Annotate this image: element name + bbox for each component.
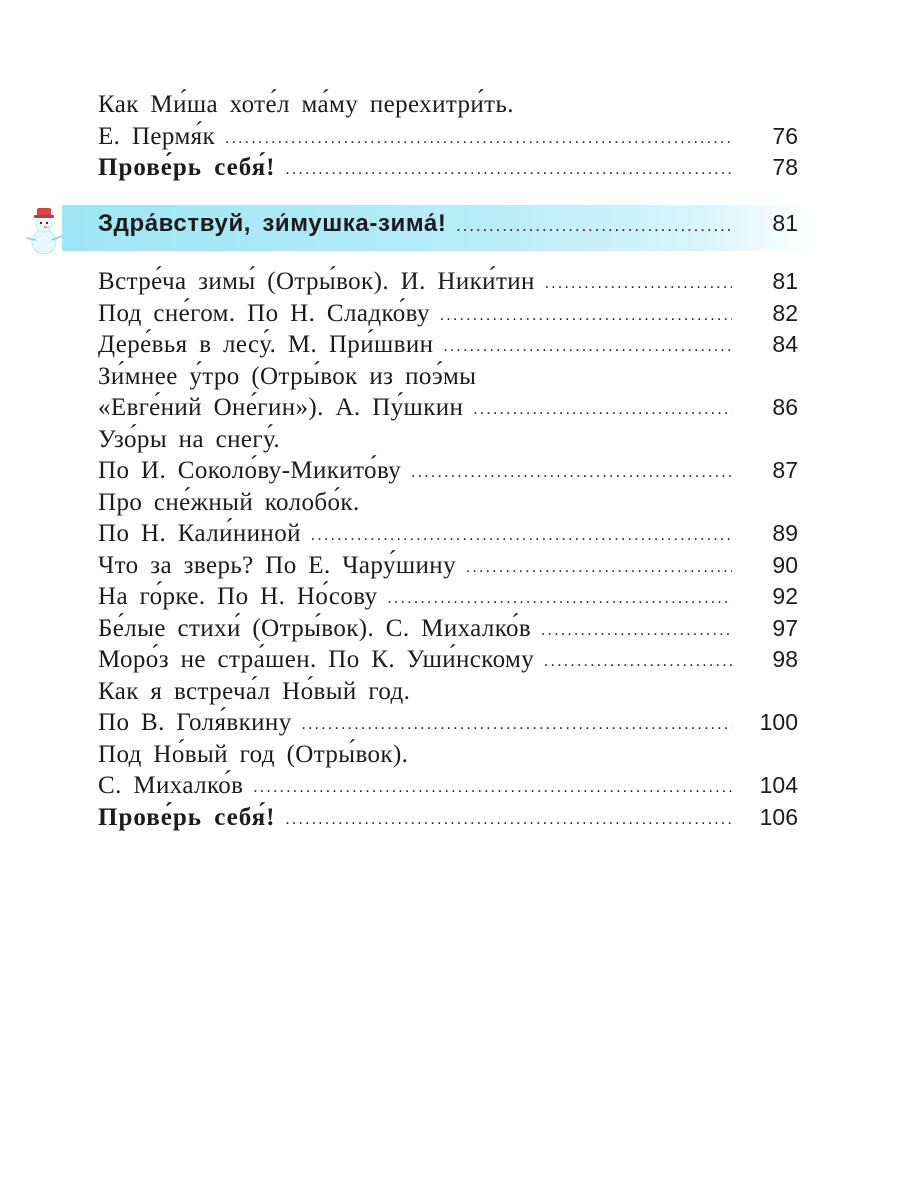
toc-page-number: 86 bbox=[772, 394, 798, 420]
dot-leader bbox=[473, 401, 732, 419]
toc-entry-title: Как Ми́ша хоте́л ма́му перехитри́ть. bbox=[98, 91, 514, 118]
toc-page-number: 100 bbox=[759, 709, 798, 735]
toc-page-number: 84 bbox=[772, 331, 798, 357]
toc-entry-title: Зи́мнее у́тро (Отры́вок из поэ́мы bbox=[98, 362, 477, 390]
dot-leader bbox=[302, 716, 732, 734]
toc-entry-title: Узо́ры на снегу́. bbox=[98, 425, 281, 453]
toc-entry-title: «Евге́ний Оне́гин»). А. Пу́шкин bbox=[98, 394, 464, 421]
toc-entry[interactable] bbox=[98, 363, 798, 395]
toc-page-number: 89 bbox=[772, 520, 798, 546]
toc-entry-title: Прове́рь себя́! bbox=[98, 154, 276, 181]
toc-entry-title: Прове́рь себя́! bbox=[98, 803, 276, 831]
toc-entry[interactable] bbox=[98, 583, 798, 615]
toc-page-number: 97 bbox=[772, 614, 798, 641]
toc-entry[interactable] bbox=[98, 646, 798, 678]
dot-leader bbox=[443, 338, 732, 356]
toc-entry-title: Бе́лые стихи́ (Отры́вок). С. Михалко́в bbox=[98, 614, 532, 642]
toc-page-number: 78 bbox=[772, 154, 798, 180]
dot-leader bbox=[545, 275, 732, 293]
toc-entry[interactable] bbox=[98, 457, 798, 489]
toc-entry[interactable] bbox=[98, 615, 798, 647]
toc-entry-title: По И. Соколо́ву-Микито́ву bbox=[98, 457, 402, 484]
dot-leader bbox=[456, 218, 732, 236]
toc-page-number: 87 bbox=[772, 457, 798, 483]
toc-entry-title: Как я встреча́л Но́вый год. bbox=[98, 677, 411, 705]
toc-page-number: 106 bbox=[759, 803, 798, 830]
toc-entry-title: Е. Пермя́к bbox=[98, 122, 216, 150]
toc-entry-title: С. Михалко́в bbox=[98, 772, 244, 799]
toc-entry[interactable] bbox=[98, 123, 798, 155]
snowman-icon bbox=[22, 200, 66, 256]
toc-entry-title: Про сне́жный колобо́к. bbox=[98, 488, 360, 516]
dot-leader bbox=[411, 464, 732, 482]
toc-entry[interactable] bbox=[98, 520, 798, 552]
dot-leader bbox=[225, 130, 732, 148]
dot-leader bbox=[285, 811, 732, 829]
toc-entry[interactable] bbox=[98, 552, 798, 584]
toc-entry[interactable] bbox=[98, 772, 798, 804]
dot-leader bbox=[253, 779, 732, 797]
toc-entry-title: Встре́ча зимы́ (Отры́вок). И. Ники́тин bbox=[98, 268, 535, 295]
toc-section-entries bbox=[98, 268, 798, 835]
toc-page-number: 82 bbox=[772, 299, 798, 326]
toc-section-heading[interactable] bbox=[98, 210, 798, 246]
toc-entry[interactable] bbox=[98, 300, 798, 332]
toc-page-number: 104 bbox=[759, 772, 798, 798]
toc-entry-title: По Н. Кали́ниной bbox=[98, 520, 301, 547]
toc-entry-title: На го́рке. По Н. Но́сову bbox=[98, 583, 378, 610]
toc-entry-title: Дере́вья в лесу́. М. При́швин bbox=[98, 331, 434, 358]
toc-entry[interactable] bbox=[98, 741, 798, 773]
toc-entry-check-yourself[interactable] bbox=[98, 154, 798, 186]
toc-entry[interactable] bbox=[98, 394, 798, 426]
dot-leader bbox=[440, 307, 732, 325]
toc-entry[interactable] bbox=[98, 91, 798, 123]
toc-entry-title: Под сне́гом. По Н. Сладко́ву bbox=[98, 299, 430, 327]
toc-entry-title: Под Но́вый год (Отры́вок). bbox=[98, 740, 409, 768]
dot-leader bbox=[388, 590, 732, 608]
toc-entry[interactable] bbox=[98, 268, 798, 300]
dot-leader bbox=[544, 653, 732, 671]
toc-entry[interactable] bbox=[98, 489, 798, 521]
section-title: Здра́вствуй, зи́мушка-зима́! bbox=[98, 210, 447, 237]
dot-leader bbox=[466, 559, 732, 577]
toc-entry-check-yourself[interactable] bbox=[98, 804, 798, 836]
dot-leader bbox=[541, 622, 732, 640]
toc-page-number: 76 bbox=[772, 122, 798, 149]
toc-entry[interactable] bbox=[98, 709, 798, 741]
toc-entry-title: Моро́з не стра́шен. По К. Уши́нскому bbox=[98, 646, 535, 673]
section-page-number: 81 bbox=[772, 210, 798, 236]
toc-entry[interactable] bbox=[98, 331, 798, 363]
toc-page-number: 90 bbox=[772, 551, 798, 578]
toc-entry-title: По В. Голя́вкину bbox=[98, 709, 292, 736]
toc-entry[interactable] bbox=[98, 678, 798, 710]
toc-page-number: 81 bbox=[772, 268, 798, 294]
dot-leader bbox=[285, 161, 732, 179]
toc-entry[interactable] bbox=[98, 426, 798, 458]
toc-top-group bbox=[98, 91, 798, 186]
toc-page-number: 98 bbox=[772, 646, 798, 672]
toc-page-number: 92 bbox=[772, 583, 798, 609]
dot-leader bbox=[311, 527, 732, 545]
toc-entry-title: Что за зверь? По Е. Чару́шину bbox=[98, 551, 456, 579]
